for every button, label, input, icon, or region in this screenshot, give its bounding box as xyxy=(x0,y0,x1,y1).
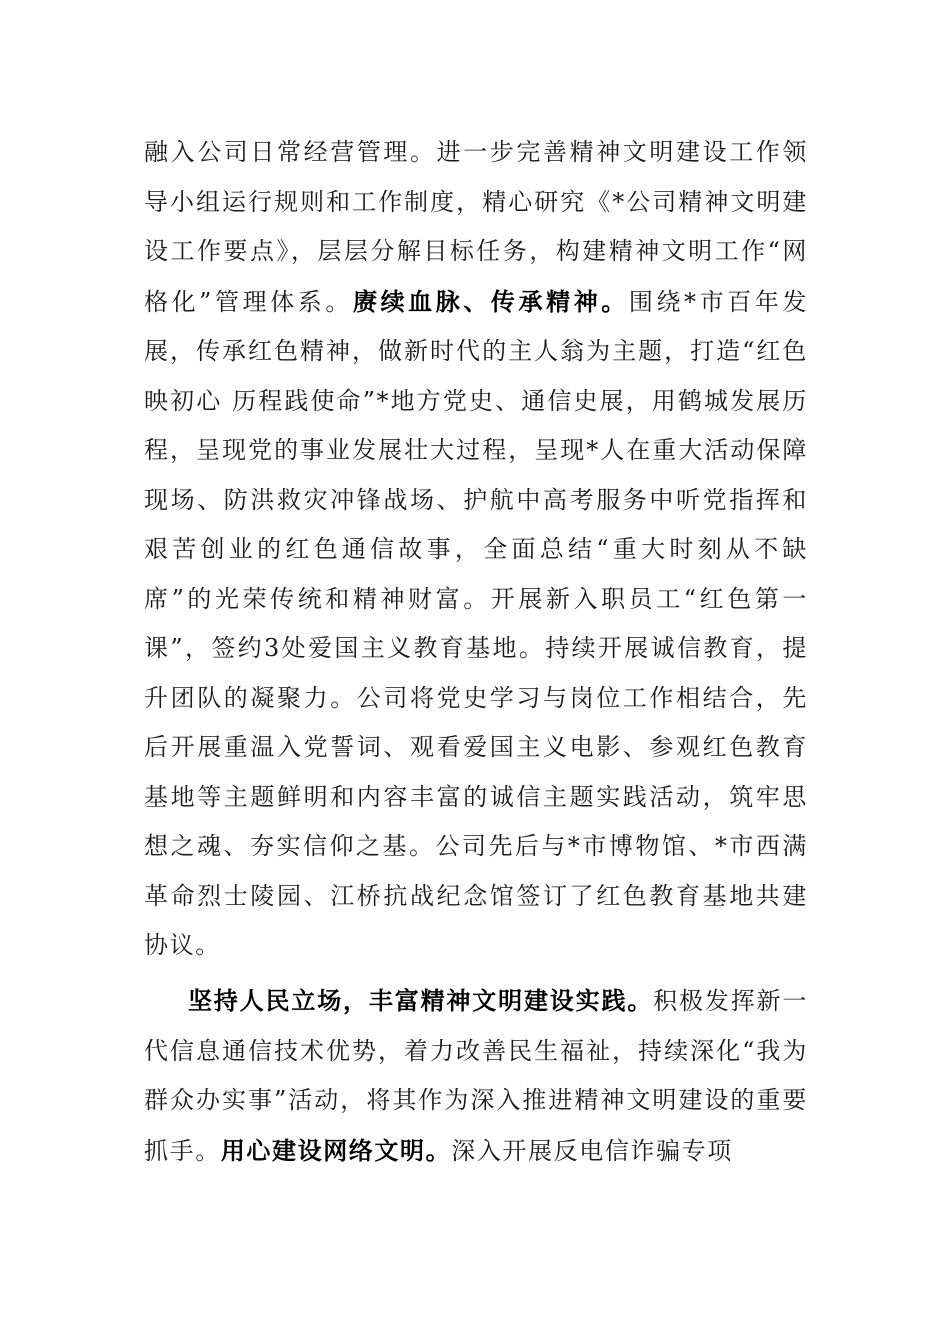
paragraph-text: 围绕*市百年发展，传承红色精神，做新时代的主人翁为主题，打造“红色映初心 历程践使命”*地方党史、通信史展，用鹤城发展历程，呈现党的事业发展壮大过程，呈现*人在重大活动保障现场、防洪救灾冲锋战场、护航中高考服务中听党指挥和艰苦创业的红色通信故事，全面总结“重大时刻从不缺席”的光荣传统和精神财富。开展新入职员工“红色第一课”，签约3处爱国主义教育基地。持续开展诚信教育，提升团队的凝聚力。公司将党史学习与岗位工作相结合，先后开展重温入党誓词、观看爱国主义电影、参观红色教育基地等主题鲜明和内容丰富的诚信主题实践活动，筑牢思想之魂、夯实信仰之基。公司先后与*市博物馆、*市西满革命烈士陵园、江桥抗战纪念馆签订了红色教育基地共建协议。 xyxy=(144,287,809,959)
body-paragraph xyxy=(144,976,808,1176)
body-paragraph xyxy=(144,128,808,971)
paragraph-text: 深入开展反电信诈骗专项 xyxy=(451,1136,733,1165)
bold-subheading: 用心建设网络文明。 xyxy=(220,1135,452,1165)
bold-section-heading: 坚持人民立场，丰富精神文明建设实践。 xyxy=(188,986,654,1015)
paragraph-text: 融入公司日常经营管理。进一步完善精神文明建设工作领导小组运行规则和工作制度，精心研究《*公司精神文明建设工作要点》，层层分解目标任务，构建精神文明工作“网格化”管理体系。 xyxy=(144,138,808,316)
paragraph-text: 积极发挥新一代信息通信技术优势，着力改善民生福祉，持续深化“我为群众办实事”活动，将其作为深入推进精神文明建设的重要抓手。 xyxy=(144,987,808,1165)
bold-subheading: 赓续血脉、传承精神。 xyxy=(352,286,629,316)
